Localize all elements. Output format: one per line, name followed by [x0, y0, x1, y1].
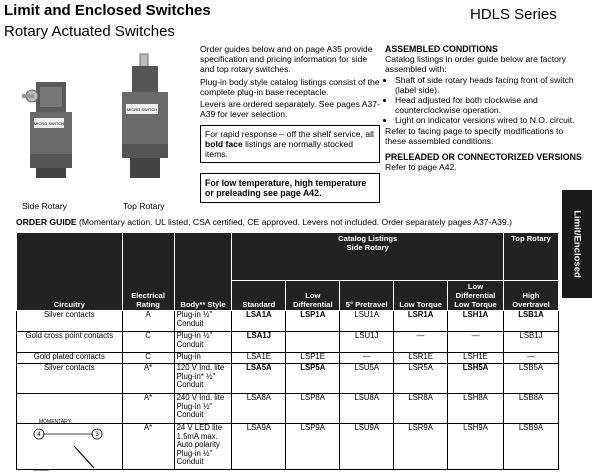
col-circuitry: Circuitry	[17, 233, 123, 311]
table-row: Silver contacts A Plug-in ½" Conduit LSA1A LSP1A LSU1A LSR1A LSH1A LSB1A	[17, 311, 559, 332]
top-label-text: MICRO SWITCH	[126, 107, 158, 112]
side-rotary-image	[14, 74, 84, 196]
rapid-response-box: For rapid response – off the shelf service, all bold face listings are normally stocked items.	[200, 125, 380, 163]
table-row: A* 240 V Ind. lite Plug-in ½" Conduit LSA8A LSP8A LSU8A LSR8A LSH8A LSB8A	[17, 394, 559, 424]
table-row: Silver contacts A* 120 V Ind. lite Plug-in* ½" Conduit LSA5A LSP5A LSU5A LSR5A LSH5A LSB5A	[17, 364, 559, 394]
svg-text:3: 3	[95, 432, 99, 438]
svg-text:4: 4	[37, 432, 41, 438]
catalog-header: Catalog Listings Side Rotary	[232, 233, 504, 281]
preloaded-text: Refer to page A42.	[385, 162, 457, 173]
table-row: MOMENTARY 4 3 A* 24 V LED lite 1.5mA max. Auto polarity Plug-in ½" Conduit LSA9A LSP9A LSU9A LSR9A LSH9A LSB9A	[17, 424, 559, 470]
preloaded-heading: PRELEADED OR CONNECTORIZED VERSIONS	[385, 152, 582, 163]
side-label-text: MICRO SWITCH	[33, 121, 65, 126]
series-name: HDLS Series	[470, 6, 557, 23]
top-rotary-caption: Top Rotary	[123, 201, 165, 211]
side-rotary-caption: Side Rotary	[22, 201, 67, 211]
section-tab: Limit/Enclosed	[562, 190, 592, 298]
col-low-diff: Low Differential	[286, 281, 340, 311]
page-subtitle: Rotary Actuated Switches	[4, 23, 175, 40]
col-high-overtravel: High Overtravel	[503, 281, 558, 311]
col-standard: Standard	[232, 281, 286, 311]
col-pretravel: 5° Pretravel	[340, 281, 394, 311]
table-row: Gold plated contacts C Plug-in LSA1E LSP1E — LSR1E LSH1E —	[17, 353, 559, 364]
table-row: Gold cross point contacts C Plug-in ½" Conduit LSA1J LSU1J — — LSB1J	[17, 332, 559, 353]
low-temperature-box: For low temperature, high temperature or preleading see page A42.	[200, 173, 380, 203]
page-title: Limit and Enclosed Switches	[4, 2, 211, 19]
intro-paragraph-1: Order guides below and on page A35 provide specification and pricing information for side and top rotary switches.	[200, 44, 373, 75]
col-rating: Electrical Rating	[122, 233, 174, 311]
list-item: • Shaft of side rotary heads facing front of switch (label side).	[395, 75, 585, 95]
top-rotary-header: Top Rotary	[503, 233, 558, 281]
col-low-torque: Low Torque	[394, 281, 448, 311]
col-style: Body** Style	[174, 233, 232, 311]
list-item: • Light on indicator versions wired to N.O. circuit.	[395, 115, 585, 125]
assembled-list	[385, 75, 585, 126]
momentary-diagram: MOMENTARY 4 3	[19, 416, 119, 476]
top-rotary-image	[110, 52, 180, 196]
assembled-column	[385, 44, 585, 172]
assembled-refer: Refer to facing page to specify modifications to these assembled conditions.	[385, 125, 564, 146]
assembled-heading: ASSEMBLED CONDITIONS	[385, 44, 498, 54]
order-guide-table	[16, 232, 559, 470]
col-low-diff-low-torque: Low Differential Low Torque	[448, 281, 504, 311]
intro-paragraph-2: Plug-in body style catalog listings consist of the complete plug-in base receptacle.	[200, 76, 380, 97]
order-guide-heading: ORDER GUIDE (Momentary action. UL listed, CSA certified, CE approved. Levers not included. Order separately pages A37-A39.)	[16, 217, 512, 227]
intro-paragraph-3: Levers are ordered separately. See pages A37-A39 for lever selection.	[200, 99, 380, 120]
intro-column	[200, 44, 380, 203]
assembled-text: Catalog listings in order guide below are factory assembled with:	[385, 54, 567, 75]
list-item: • Head adjusted for both clockwise and counterclockwise operation.	[395, 95, 585, 115]
